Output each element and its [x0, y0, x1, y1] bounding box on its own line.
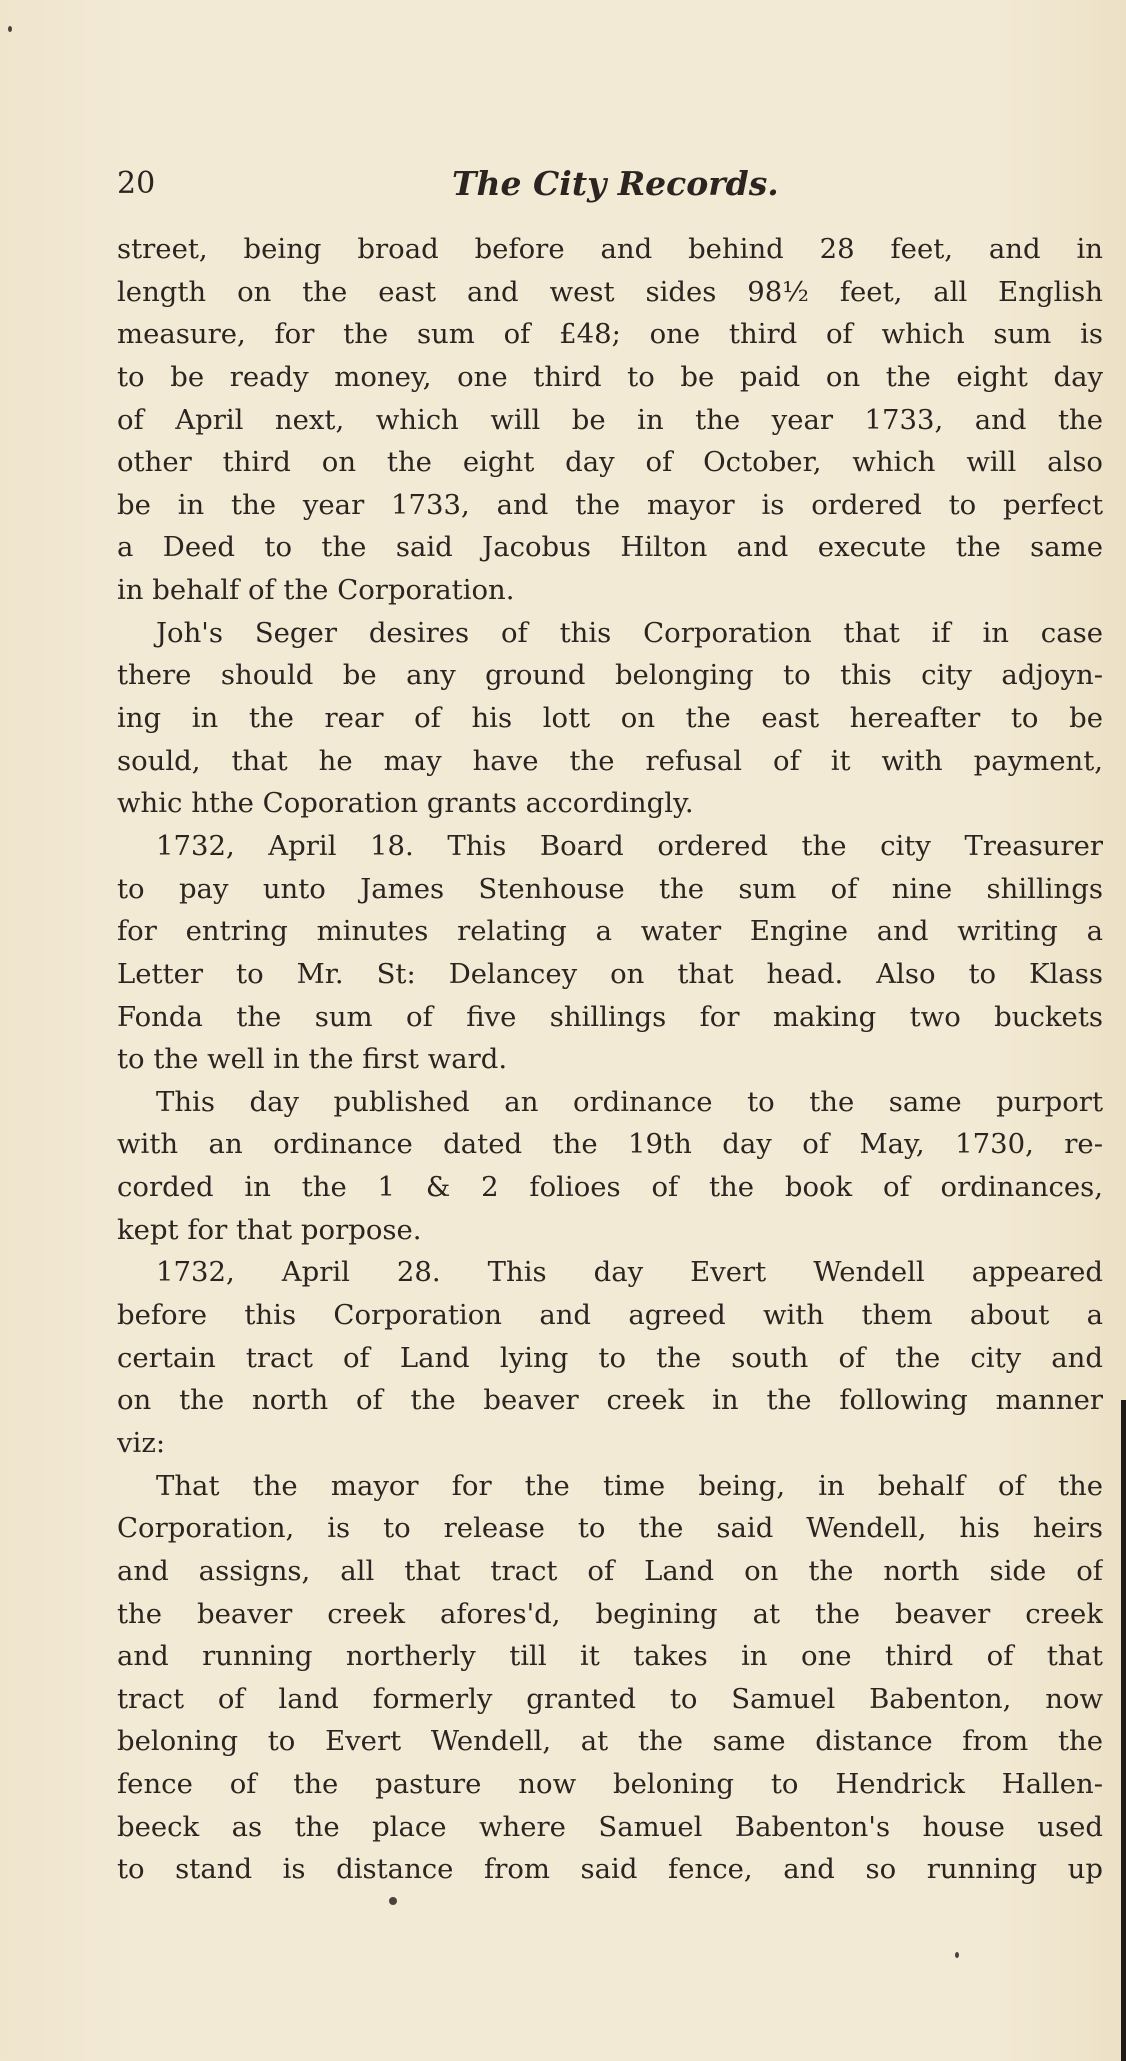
text-line: fence of the pasture now beloning to Hendrick Hallen- — [117, 1768, 1103, 1801]
text-line: Joh's Seger desires of this Corporation that if in case — [156, 616, 1103, 649]
text-line: and assigns, all that tract of Land on the north side of — [117, 1554, 1103, 1587]
text-line: This day published an ordinance to the same purport — [156, 1085, 1103, 1118]
text-line: with an ordinance dated the 19th day of May, 1730, re- — [117, 1128, 1103, 1161]
text-line: 1732, April 28. This day Evert Wendell appeared — [156, 1256, 1103, 1289]
text-line: viz: — [117, 1426, 166, 1459]
text-line: of April next, which will be in the year 1733, and the — [117, 403, 1103, 436]
speck-mark — [955, 1952, 959, 1958]
text-line: beeck as the place where Samuel Babenton's house used — [117, 1810, 1103, 1843]
text-line: the beaver creek afores'd, begining at the beaver creek — [117, 1597, 1103, 1630]
text-line: That the mayor for the time being, in behalf of the — [156, 1469, 1103, 1502]
text-line: and running northerly till it takes in one third of that — [117, 1640, 1103, 1673]
text-line: there should be any ground belonging to this city adjoyn- — [117, 659, 1103, 692]
text-line: for entring minutes relating a water Engine and writing a — [117, 915, 1103, 948]
text-line: in behalf of the Corporation. — [117, 574, 515, 607]
text-line: street, being broad before and behind 28 feet, and in — [117, 233, 1103, 265]
text-line: be in the year 1733, and the mayor is ordered to perfect — [117, 488, 1103, 521]
text-line: 1732, April 18. This Board ordered the city Treasurer — [156, 829, 1103, 862]
text-line: corded in the 1 & 2 folioes of the book of ordinances, — [117, 1171, 1103, 1204]
page-number: 20 — [117, 166, 156, 201]
text-line: kept for that porpose. — [117, 1213, 422, 1246]
ink-dot — [389, 1897, 397, 1905]
running-title: The City Records. — [452, 164, 779, 203]
text-line: before this Corporation and agreed with them about a — [117, 1299, 1103, 1332]
page-header — [117, 160, 1097, 208]
text-line: certain tract of Land lying to the south of the city and — [117, 1341, 1103, 1374]
text-line: Corporation, is to release to the said Wendell, his heirs — [117, 1512, 1103, 1545]
text-line: length on the east and west sides 98½ feet, all English — [117, 275, 1103, 308]
text-line: Fonda the sum of five shillings for making two buckets — [117, 1000, 1103, 1033]
text-line: whic hthe Coporation grants accordingly. — [117, 787, 694, 820]
text-line: to the well in the first ward. — [117, 1043, 508, 1076]
text-line: Letter to Mr. St: Delancey on that head. Also to Klass — [117, 957, 1103, 990]
text-line: on the north of the beaver creek in the following manner — [117, 1384, 1103, 1417]
text-line: a Deed to the said Jacobus Hilton and execute the same — [117, 531, 1103, 564]
speck-mark — [8, 26, 12, 32]
text-line: tract of land formerly granted to Samuel Babenton, now — [117, 1682, 1103, 1715]
page-edge-shadow — [1121, 1400, 1126, 2061]
body-text — [117, 228, 1103, 1891]
text-line: to be ready money, one third to be paid on the eight day — [117, 360, 1103, 393]
text-line: beloning to Evert Wendell, at the same distance from the — [117, 1725, 1103, 1758]
text-line: sould, that he may have the refusal of it with payment, — [117, 744, 1103, 777]
text-line: ing in the rear of his lott on the east hereafter to be — [117, 702, 1103, 735]
text-line: to stand is distance from said fence, and so running up — [117, 1853, 1103, 1886]
text-line: measure, for the sum of £48; one third of which sum is — [117, 318, 1103, 351]
text-line: other third on the eight day of October, which will also — [117, 446, 1103, 479]
text-line: to pay unto James Stenhouse the sum of nine shillings — [117, 872, 1103, 905]
